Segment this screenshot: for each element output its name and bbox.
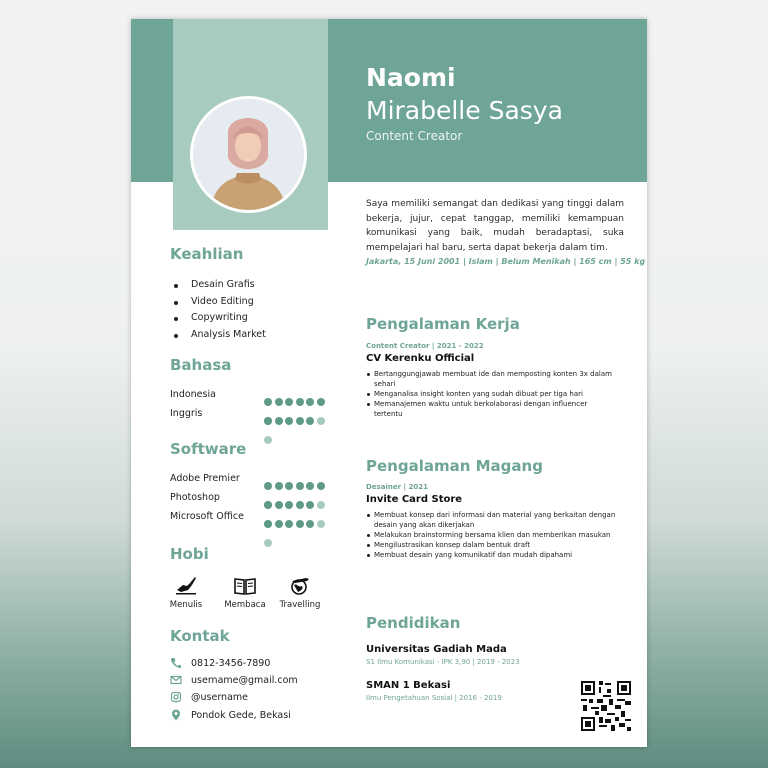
rating-dot-filled [275, 501, 283, 509]
job-role: Content Creator [366, 129, 463, 143]
list-item: Analysis Market [170, 327, 266, 344]
list-item: Desain Grafis [170, 277, 266, 294]
rating-dot-filled [317, 482, 325, 490]
rating-dot-filled [296, 398, 304, 406]
rating-dot-filled [306, 501, 314, 509]
software-name: Photoshop [170, 492, 220, 503]
work-meta: Content Creator | 2021 - 2022 [366, 342, 484, 350]
rating-dot-filled [275, 398, 283, 406]
list-item: Menganalisa insight konten yang sudah dibuat per tiga hari [366, 389, 616, 399]
open-book-icon [234, 576, 256, 596]
hobby-item [156, 576, 216, 610]
phone-number: 0812-3456-7890 [191, 658, 271, 669]
skills-list [170, 277, 266, 343]
internship-title: Pengalaman Magang [366, 457, 543, 475]
language-row [170, 407, 335, 421]
rating-dots [264, 494, 335, 503]
contact-phone [170, 657, 370, 671]
software-name: Microsoft Office [170, 511, 244, 522]
rating-dot-filled [306, 417, 314, 425]
software-row [170, 472, 335, 486]
rating-dot-filled [306, 520, 314, 528]
resume-page [131, 19, 647, 747]
last-name: Mirabelle Sasya [366, 96, 563, 125]
work-bullets [366, 369, 616, 419]
languages-title: Bahasa [170, 356, 232, 374]
list-item: Membuat desain yang komunikatif dan mudah dipahami [366, 550, 616, 560]
rating-dots [264, 475, 335, 484]
hobby-item [215, 576, 275, 610]
work-title: Pengalaman Kerja [366, 315, 520, 333]
instagram-icon [170, 691, 182, 703]
list-item: Memanajemen waktu untuk berkolaborasi dengan influencer tertentu [366, 399, 616, 419]
rating-dot-filled [285, 398, 293, 406]
rating-dots [264, 513, 335, 522]
list-item: Melakukan brainstorming bersama klien dan memberikan masukan [366, 530, 616, 540]
rating-dot-filled [275, 417, 283, 425]
profile-photo-frame [190, 96, 307, 213]
rating-dot-filled [285, 520, 293, 528]
rating-dot-filled [264, 520, 272, 528]
rating-dot-filled [264, 398, 272, 406]
rating-dot-filled [264, 417, 272, 425]
rating-dot-filled [306, 482, 314, 490]
language-name: Inggris [170, 408, 203, 419]
rating-dot-empty [317, 520, 325, 528]
personal-info: Jakarta, 15 Juni 2001 | Islam | Belum Menikah | 165 cm | 55 kg [366, 257, 646, 266]
hobby-label: Menulis [169, 600, 203, 610]
skills-title: Keahlian [170, 245, 244, 263]
rating-dot-filled [296, 417, 304, 425]
software-row [170, 491, 335, 505]
software-name: Adobe Premier [170, 473, 240, 484]
education-title: Pendidikan [366, 614, 461, 632]
rating-dot-empty [317, 501, 325, 509]
list-item: Bertanggungjawab membuat ide dan memposting konten 3x dalam sehari [366, 369, 616, 389]
education-detail: Ilmu Pengetahuan Sosial | 2016 - 2019 [366, 694, 502, 702]
phone-icon [170, 657, 182, 669]
hobby-label: Membaca [224, 600, 266, 610]
contact-title: Kontak [170, 627, 230, 645]
rating-dot-empty [317, 417, 325, 425]
education-school: SMAN 1 Bekasi [366, 680, 451, 691]
rating-dot-empty [264, 539, 272, 547]
rating-dot-filled [264, 501, 272, 509]
education-detail: S1 Ilmu Komunikasi - IPK 3,90 | 2019 - 2023 [366, 658, 520, 666]
hobbies-title: Hobi [170, 545, 209, 563]
internship-company: Invite Card Store [366, 494, 463, 505]
software-title: Software [170, 440, 247, 458]
rating-dots [264, 410, 335, 419]
rating-dot-filled [296, 501, 304, 509]
rating-dot-filled [317, 398, 325, 406]
profile-photo [193, 99, 304, 210]
language-name: Indonesia [170, 389, 216, 400]
person-illustration [193, 99, 304, 210]
rating-dot-filled [264, 482, 272, 490]
list-item: Copywriting [170, 310, 266, 327]
location-pin-icon [170, 709, 182, 721]
list-item: Mengilustrasikan konsep dalam bentuk draft [366, 540, 616, 550]
rating-dot-filled [285, 417, 293, 425]
list-item: Video Editing [170, 294, 266, 311]
email-address: username@gmail.com [191, 675, 298, 686]
address: Pondok Gede, Bekasi [191, 710, 291, 721]
internship-bullets [366, 510, 616, 560]
education-school: Universitas Gadiah Mada [366, 644, 507, 655]
rating-dot-filled [306, 398, 314, 406]
hobby-item [270, 576, 330, 610]
work-company: CV Kerenku Official [366, 353, 475, 364]
rating-dot-empty [264, 436, 272, 444]
list-item: Membuat konsep dari informasi dan material yang berkaitan dengan desain yang akan dikerjakan [366, 510, 616, 530]
software-row [170, 510, 335, 524]
profile-summary: Saya memiliki semangat dan dedikasi yang tinggi dalam bekerja, jujur, cepat tanggap, memiliki kemampuan komunikasi yang baik, mudah beradaptasi, suka mempelajari hal baru, serta dapat bekerja dalam tim. [366, 199, 624, 253]
hobby-label: Travelling [279, 600, 321, 610]
language-row [170, 388, 335, 402]
contact-address [170, 709, 370, 723]
rating-dots [264, 391, 335, 400]
contact-email [170, 674, 370, 688]
rating-dot-filled [296, 482, 304, 490]
qr-code [581, 681, 631, 731]
mail-icon [170, 674, 182, 686]
contact-instagram [170, 691, 370, 705]
first-name: Naomi [366, 63, 456, 92]
rating-dot-filled [275, 482, 283, 490]
writing-hand-icon [175, 576, 197, 596]
rating-dot-filled [296, 520, 304, 528]
globe-plane-icon [289, 576, 311, 596]
internship-meta: Desainer | 2021 [366, 483, 428, 491]
rating-dot-filled [275, 520, 283, 528]
rating-dot-filled [285, 482, 293, 490]
rating-dot-filled [285, 501, 293, 509]
instagram-handle: @username [191, 692, 248, 703]
